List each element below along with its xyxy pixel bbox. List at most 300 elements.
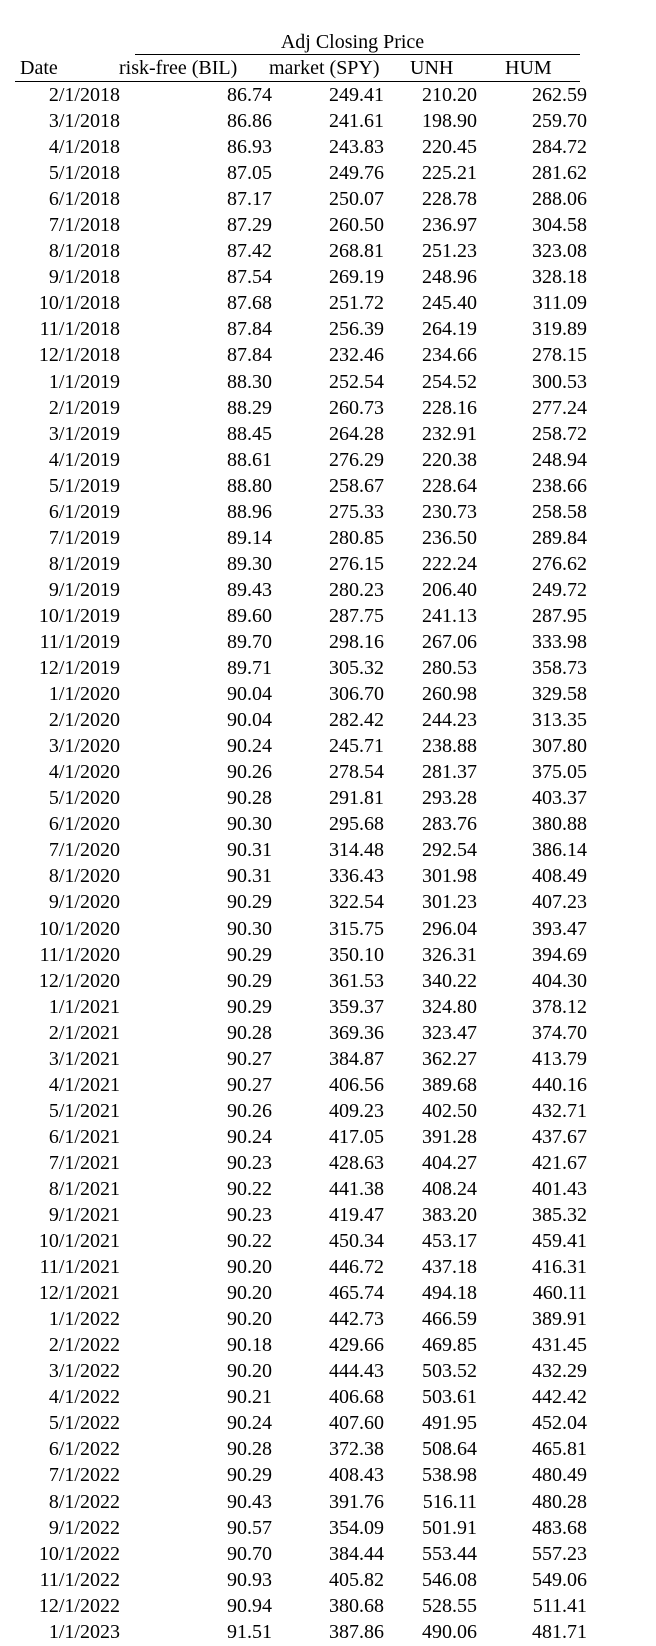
bil-cell: 90.30	[227, 813, 272, 836]
unh-cell: 236.97	[422, 214, 477, 237]
bil-cell: 90.29	[227, 1464, 272, 1487]
spy-cell: 387.86	[329, 1620, 384, 1643]
hum-cell: 238.66	[532, 474, 587, 497]
date-cell: 11/1/2022	[39, 1568, 120, 1591]
table-row	[15, 186, 587, 212]
unh-cell: 248.96	[422, 266, 477, 289]
bil-cell: 90.04	[227, 709, 272, 732]
unh-cell: 501.91	[422, 1516, 477, 1539]
spy-cell: 269.19	[329, 266, 384, 289]
date-cell: 4/1/2018	[48, 136, 120, 159]
unh-cell: 222.24	[422, 552, 477, 575]
hum-cell: 431.45	[532, 1334, 587, 1357]
column-header-spy: market (SPY)	[269, 57, 380, 79]
unh-cell: 232.91	[422, 422, 477, 445]
spy-cell: 264.28	[329, 422, 384, 445]
bil-cell: 90.20	[227, 1308, 272, 1331]
bil-cell: 90.28	[227, 1021, 272, 1044]
hum-cell: 262.59	[532, 84, 587, 106]
spy-cell: 372.38	[329, 1438, 384, 1461]
hum-cell: 378.12	[532, 995, 587, 1018]
bil-cell: 90.24	[227, 1412, 272, 1435]
spy-cell: 276.29	[329, 448, 384, 471]
unh-cell: 281.37	[422, 761, 477, 784]
date-cell: 2/1/2021	[48, 1021, 120, 1044]
spy-cell: 406.56	[329, 1073, 384, 1096]
hum-cell: 319.89	[532, 318, 587, 341]
date-cell: 6/1/2018	[48, 188, 120, 211]
date-cell: 3/1/2022	[48, 1360, 120, 1383]
date-cell: 4/1/2019	[48, 448, 120, 471]
spy-cell: 314.48	[329, 839, 384, 862]
bil-cell: 89.70	[227, 630, 272, 653]
spy-cell: 282.42	[329, 709, 384, 732]
spy-cell: 295.68	[329, 813, 384, 836]
unh-cell: 280.53	[422, 657, 477, 680]
spy-cell: 442.73	[329, 1308, 384, 1331]
date-cell: 8/1/2020	[48, 865, 120, 888]
bil-cell: 90.21	[227, 1386, 272, 1409]
date-cell: 11/1/2020	[39, 943, 120, 966]
hum-cell: 281.62	[532, 162, 587, 185]
bil-cell: 90.20	[227, 1256, 272, 1279]
date-cell: 10/1/2019	[38, 604, 120, 627]
spy-cell: 287.75	[329, 604, 384, 627]
bil-cell: 90.26	[227, 761, 272, 784]
unh-cell: 254.52	[422, 370, 477, 393]
date-cell: 2/1/2020	[48, 709, 120, 732]
unh-cell: 453.17	[422, 1230, 477, 1253]
date-cell: 10/1/2018	[38, 292, 120, 315]
hum-cell: 358.73	[532, 657, 587, 680]
unh-cell: 402.50	[422, 1099, 477, 1122]
date-cell: 5/1/2019	[48, 474, 120, 497]
date-cell: 6/1/2020	[48, 813, 120, 836]
spy-cell: 306.70	[329, 683, 384, 706]
bil-cell: 90.27	[227, 1073, 272, 1096]
table-row	[15, 707, 587, 733]
date-cell: 12/1/2020	[38, 969, 120, 992]
hum-cell: 287.95	[532, 604, 587, 627]
bil-cell: 87.29	[227, 214, 272, 237]
table-row	[15, 968, 587, 994]
bil-cell: 90.22	[227, 1230, 272, 1253]
bil-cell: 90.31	[227, 865, 272, 888]
hum-cell: 407.23	[532, 891, 587, 914]
hum-cell: 380.88	[532, 813, 587, 836]
group-header: Adj Closing Price	[280, 31, 425, 53]
unh-cell: 301.23	[422, 891, 477, 914]
unh-cell: 238.88	[422, 735, 477, 758]
bil-cell: 87.84	[227, 344, 272, 367]
spy-cell: 446.72	[329, 1256, 384, 1279]
hum-cell: 393.47	[532, 917, 587, 940]
hum-cell: 300.53	[532, 370, 587, 393]
unh-cell: 404.27	[422, 1151, 477, 1174]
table-row	[15, 1176, 587, 1202]
bil-cell: 90.93	[227, 1568, 272, 1591]
bil-cell: 88.45	[227, 422, 272, 445]
unh-cell: 391.28	[422, 1125, 477, 1148]
bil-cell: 90.26	[227, 1099, 272, 1122]
date-cell: 8/1/2019	[48, 552, 120, 575]
unh-cell: 469.85	[422, 1334, 477, 1357]
date-cell: 1/1/2023	[48, 1620, 120, 1643]
spy-cell: 280.23	[329, 578, 384, 601]
bil-cell: 87.17	[227, 188, 272, 211]
unh-cell: 546.08	[422, 1568, 477, 1591]
date-cell: 6/1/2022	[48, 1438, 120, 1461]
date-cell: 2/1/2018	[48, 84, 120, 106]
spy-cell: 465.74	[329, 1282, 384, 1305]
bil-cell: 91.51	[227, 1620, 272, 1643]
unh-cell: 228.64	[422, 474, 477, 497]
table-row	[15, 994, 587, 1020]
spy-cell: 419.47	[329, 1204, 384, 1227]
hum-cell: 307.80	[532, 735, 587, 758]
hum-cell: 394.69	[532, 943, 587, 966]
bil-cell: 90.70	[227, 1542, 272, 1565]
table-row	[15, 1436, 587, 1462]
table-row	[15, 290, 587, 316]
bil-cell: 87.42	[227, 240, 272, 263]
table-row	[15, 1280, 587, 1306]
spy-cell: 258.67	[329, 474, 384, 497]
hum-cell: 375.05	[532, 761, 587, 784]
unh-cell: 225.21	[422, 162, 477, 185]
spy-cell: 391.76	[329, 1490, 384, 1513]
table-row	[15, 108, 587, 134]
hum-cell: 408.49	[532, 865, 587, 888]
bil-cell: 87.54	[227, 266, 272, 289]
spy-cell: 252.54	[329, 370, 384, 393]
hum-cell: 549.06	[532, 1568, 587, 1591]
hum-cell: 483.68	[532, 1516, 587, 1539]
spy-cell: 384.87	[329, 1047, 384, 1070]
unh-cell: 267.06	[422, 630, 477, 653]
unh-cell: 340.22	[422, 969, 477, 992]
date-cell: 6/1/2021	[48, 1125, 120, 1148]
table-row	[15, 1020, 587, 1046]
table-row	[15, 1332, 587, 1358]
spy-cell: 280.85	[329, 526, 384, 549]
hum-cell: 403.37	[532, 787, 587, 810]
hum-cell: 401.43	[532, 1177, 587, 1200]
spy-cell: 444.43	[329, 1360, 384, 1383]
hum-cell: 304.58	[532, 214, 587, 237]
unh-cell: 437.18	[422, 1256, 477, 1279]
bil-cell: 88.61	[227, 448, 272, 471]
hum-cell: 258.72	[532, 422, 587, 445]
hum-cell: 480.28	[532, 1490, 587, 1513]
table-row	[15, 1358, 587, 1384]
spy-cell: 256.39	[329, 318, 384, 341]
table-row	[15, 551, 587, 577]
hum-cell: 385.32	[532, 1204, 587, 1227]
hum-cell: 481.71	[532, 1620, 587, 1643]
hum-cell: 437.67	[532, 1125, 587, 1148]
date-cell: 9/1/2019	[48, 578, 120, 601]
unh-cell: 234.66	[422, 344, 477, 367]
date-cell: 2/1/2019	[48, 396, 120, 419]
date-cell: 11/1/2021	[39, 1256, 120, 1279]
table-row	[15, 577, 587, 603]
table-row	[15, 1124, 587, 1150]
bil-cell: 89.30	[227, 552, 272, 575]
table-row	[15, 811, 587, 837]
bil-cell: 90.24	[227, 735, 272, 758]
unh-cell: 324.80	[422, 995, 477, 1018]
table-row	[15, 1515, 587, 1541]
hum-cell: 511.41	[532, 1594, 587, 1617]
table-row	[15, 499, 587, 525]
unh-cell: 228.16	[422, 396, 477, 419]
bil-cell: 90.18	[227, 1334, 272, 1357]
unh-cell: 503.61	[422, 1386, 477, 1409]
date-cell: 4/1/2022	[48, 1386, 120, 1409]
date-cell: 1/1/2020	[48, 683, 120, 706]
unh-cell: 283.76	[422, 813, 477, 836]
table-row	[15, 369, 587, 395]
spy-cell: 417.05	[329, 1125, 384, 1148]
unh-cell: 301.98	[422, 865, 477, 888]
date-cell: 12/1/2019	[38, 657, 120, 680]
date-cell: 2/1/2022	[48, 1334, 120, 1357]
table-row	[15, 316, 587, 342]
unh-cell: 245.40	[422, 292, 477, 315]
unh-cell: 490.06	[422, 1620, 477, 1643]
bil-cell: 86.86	[227, 110, 272, 133]
date-cell: 7/1/2018	[48, 214, 120, 237]
unh-cell: 210.20	[422, 84, 477, 106]
bil-cell: 90.04	[227, 683, 272, 706]
unh-cell: 508.64	[422, 1438, 477, 1461]
date-cell: 8/1/2018	[48, 240, 120, 263]
hum-cell: 440.16	[532, 1073, 587, 1096]
date-cell: 11/1/2019	[39, 630, 120, 653]
spy-cell: 359.37	[329, 995, 384, 1018]
bil-cell: 87.68	[227, 292, 272, 315]
hum-cell: 374.70	[532, 1021, 587, 1044]
spy-cell: 260.73	[329, 396, 384, 419]
unh-cell: 293.28	[422, 787, 477, 810]
unh-cell: 466.59	[422, 1308, 477, 1331]
hum-cell: 258.58	[532, 500, 587, 523]
date-cell: 9/1/2021	[48, 1204, 120, 1227]
unh-cell: 362.27	[422, 1047, 477, 1070]
column-header-date: Date	[20, 57, 58, 79]
bil-cell: 88.30	[227, 370, 272, 393]
spy-cell: 291.81	[329, 787, 384, 810]
table-row	[15, 447, 587, 473]
spy-cell: 250.07	[329, 188, 384, 211]
bil-cell: 86.74	[227, 84, 272, 106]
table-row	[15, 421, 587, 447]
bil-cell: 90.29	[227, 943, 272, 966]
hum-cell: 386.14	[532, 839, 587, 862]
hum-cell: 313.35	[532, 709, 587, 732]
spy-cell: 450.34	[329, 1230, 384, 1253]
hum-cell: 259.70	[532, 110, 587, 133]
table-row	[15, 863, 587, 889]
bil-cell: 88.80	[227, 474, 272, 497]
date-cell: 1/1/2022	[48, 1308, 120, 1331]
table-row	[15, 1619, 587, 1645]
table-row	[15, 759, 587, 785]
date-cell: 5/1/2021	[48, 1099, 120, 1122]
date-cell: 1/1/2019	[48, 370, 120, 393]
unh-cell: 296.04	[422, 917, 477, 940]
date-cell: 3/1/2020	[48, 735, 120, 758]
hum-cell: 416.31	[532, 1256, 587, 1279]
table-row	[15, 1228, 587, 1254]
table-row	[15, 1254, 587, 1280]
date-cell: 7/1/2020	[48, 839, 120, 862]
bil-cell: 90.24	[227, 1125, 272, 1148]
spy-cell: 276.15	[329, 552, 384, 575]
date-cell: 6/1/2019	[48, 500, 120, 523]
hum-cell: 389.91	[532, 1308, 587, 1331]
column-header-row	[15, 55, 580, 82]
date-cell: 8/1/2021	[48, 1177, 120, 1200]
unh-cell: 528.55	[422, 1594, 477, 1617]
spy-cell: 361.53	[329, 969, 384, 992]
unh-cell: 230.73	[422, 500, 477, 523]
bil-cell: 86.93	[227, 136, 272, 159]
table-row	[15, 629, 587, 655]
date-cell: 7/1/2022	[48, 1464, 120, 1487]
table-row	[15, 1593, 587, 1619]
hum-cell: 459.41	[532, 1230, 587, 1253]
date-cell: 12/1/2022	[38, 1594, 120, 1617]
unh-cell: 260.98	[422, 683, 477, 706]
column-header-bil: risk-free (BIL)	[119, 57, 238, 79]
table-row	[15, 837, 587, 863]
hum-cell: 413.79	[532, 1047, 587, 1070]
spy-cell: 429.66	[329, 1334, 384, 1357]
unh-cell: 538.98	[422, 1464, 477, 1487]
bil-cell: 90.23	[227, 1151, 272, 1174]
table-row	[15, 1150, 587, 1176]
spy-cell: 380.68	[329, 1594, 384, 1617]
bil-cell: 87.84	[227, 318, 272, 341]
date-cell: 3/1/2018	[48, 110, 120, 133]
bil-cell: 90.27	[227, 1047, 272, 1070]
unh-cell: 516.11	[422, 1490, 477, 1513]
table-row	[15, 82, 587, 108]
table-row	[15, 473, 587, 499]
spy-cell: 243.83	[329, 136, 384, 159]
table-row	[15, 160, 587, 186]
spy-cell: 249.41	[329, 84, 384, 106]
date-cell: 11/1/2018	[39, 318, 120, 341]
hum-cell: 333.98	[532, 630, 587, 653]
date-cell: 9/1/2020	[48, 891, 120, 914]
date-cell: 3/1/2019	[48, 422, 120, 445]
hum-cell: 442.42	[532, 1386, 587, 1409]
unh-cell: 198.90	[422, 110, 477, 133]
spy-cell: 406.68	[329, 1386, 384, 1409]
table-row	[15, 655, 587, 681]
spy-cell: 241.61	[329, 110, 384, 133]
hum-cell: 452.04	[532, 1412, 587, 1435]
unh-cell: 553.44	[422, 1542, 477, 1565]
table-row	[15, 342, 587, 368]
spy-cell: 354.09	[329, 1516, 384, 1539]
hum-cell: 432.29	[532, 1360, 587, 1383]
table-row	[15, 1489, 587, 1515]
date-cell: 12/1/2018	[38, 344, 120, 367]
date-cell: 4/1/2020	[48, 761, 120, 784]
hum-cell: 276.62	[532, 552, 587, 575]
bil-cell: 90.94	[227, 1594, 272, 1617]
spy-cell: 441.38	[329, 1177, 384, 1200]
table-row	[15, 889, 587, 915]
bil-cell: 90.28	[227, 1438, 272, 1461]
table-row	[15, 1202, 587, 1228]
bil-cell: 88.96	[227, 500, 272, 523]
date-cell: 5/1/2018	[48, 162, 120, 185]
hum-cell: 480.49	[532, 1464, 587, 1487]
spy-cell: 407.60	[329, 1412, 384, 1435]
bil-cell: 90.22	[227, 1177, 272, 1200]
spy-cell: 232.46	[329, 344, 384, 367]
bil-cell: 90.30	[227, 917, 272, 940]
bil-cell: 90.29	[227, 995, 272, 1018]
date-cell: 10/1/2021	[38, 1230, 120, 1253]
date-cell: 5/1/2022	[48, 1412, 120, 1435]
date-cell: 7/1/2021	[48, 1151, 120, 1174]
table-row	[15, 1098, 587, 1124]
spy-cell: 260.50	[329, 214, 384, 237]
table-row	[15, 1567, 587, 1593]
unh-cell: 408.24	[422, 1177, 477, 1200]
table-body	[15, 82, 587, 1645]
bil-cell: 87.05	[227, 162, 272, 185]
date-cell: 12/1/2021	[38, 1282, 120, 1305]
unh-cell: 494.18	[422, 1282, 477, 1305]
spy-cell: 405.82	[329, 1568, 384, 1591]
bil-cell: 89.43	[227, 578, 272, 601]
table-row	[15, 525, 587, 551]
hum-cell: 278.15	[532, 344, 587, 367]
unh-cell: 491.95	[422, 1412, 477, 1435]
table-row	[15, 1410, 587, 1436]
table-row	[15, 785, 587, 811]
hum-cell: 323.08	[532, 240, 587, 263]
spy-cell: 251.72	[329, 292, 384, 315]
table-row	[15, 238, 587, 264]
spy-cell: 428.63	[329, 1151, 384, 1174]
bil-cell: 88.29	[227, 396, 272, 419]
hum-cell: 328.18	[532, 266, 587, 289]
unh-cell: 228.78	[422, 188, 477, 211]
hum-cell: 465.81	[532, 1438, 587, 1461]
hum-cell: 404.30	[532, 969, 587, 992]
spy-cell: 245.71	[329, 735, 384, 758]
table-row	[15, 681, 587, 707]
bil-cell: 89.71	[227, 657, 272, 680]
spy-cell: 369.36	[329, 1021, 384, 1044]
date-cell: 3/1/2021	[48, 1047, 120, 1070]
hum-cell: 289.84	[532, 526, 587, 549]
date-cell: 4/1/2021	[48, 1073, 120, 1096]
column-header-hum: HUM	[505, 57, 552, 79]
hum-cell: 277.24	[532, 396, 587, 419]
unh-cell: 323.47	[422, 1021, 477, 1044]
unh-cell: 264.19	[422, 318, 477, 341]
table-row	[15, 1046, 587, 1072]
